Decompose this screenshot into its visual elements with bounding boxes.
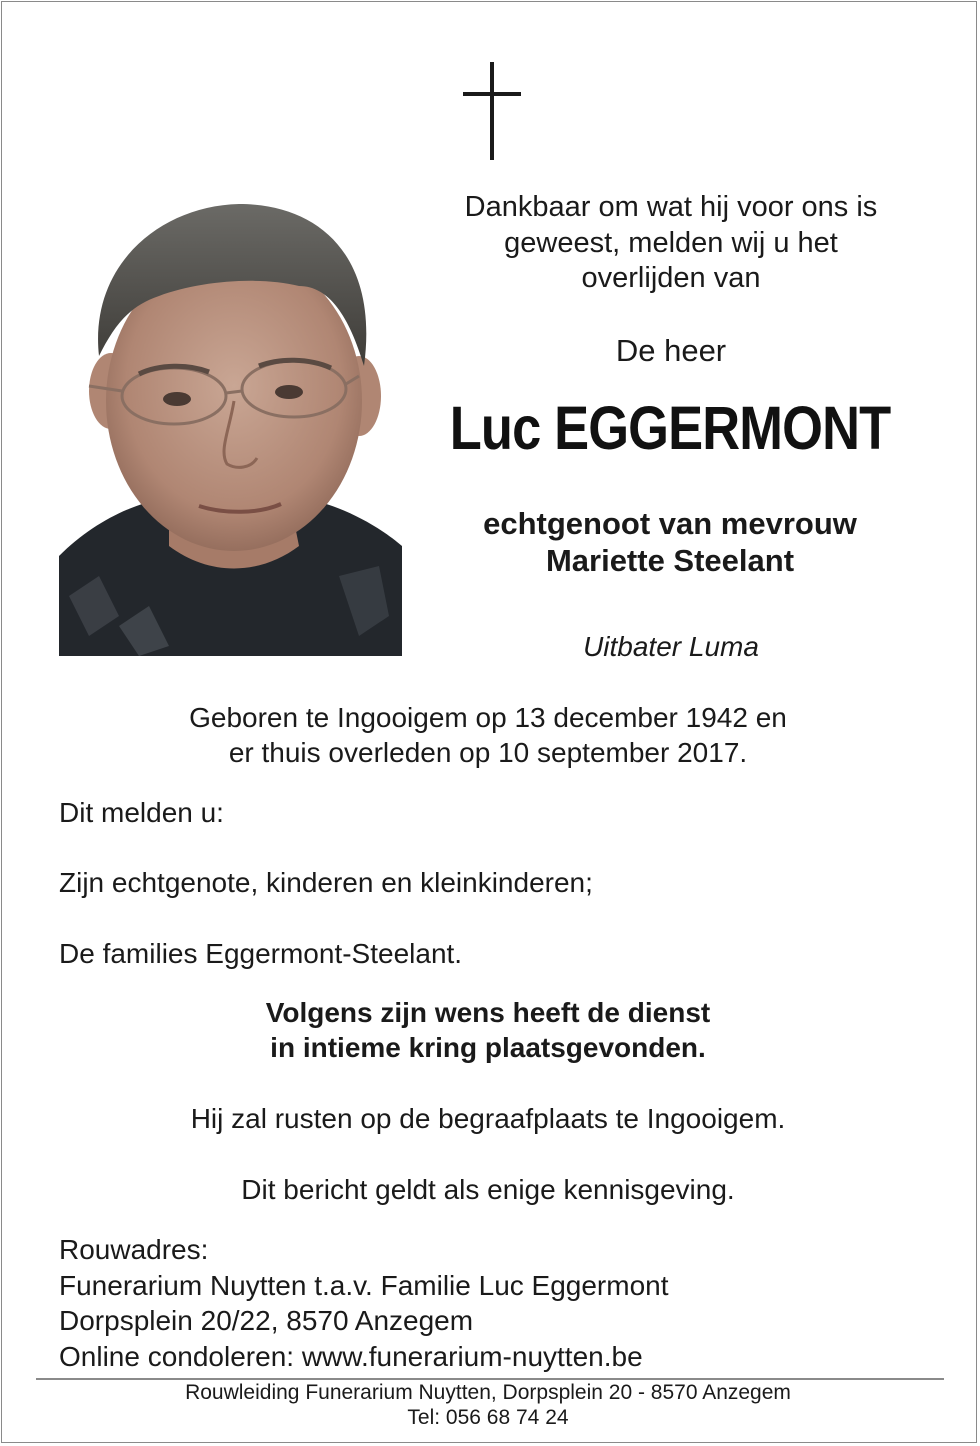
- service-line: Volgens zijn wens heeft de dienst: [265, 997, 711, 1028]
- cross-icon: [463, 62, 521, 160]
- burial-text: Hij zal rusten op de begraafplaats te Ingooigem.: [190, 1103, 786, 1134]
- spouse-line: echtgenoot van mevrouw: [483, 506, 857, 541]
- address-line: Funerarium Nuytten t.a.v. Familie Luc Eggermont: [59, 1269, 669, 1301]
- service-text: [0, 995, 976, 1065]
- spouse-line: Mariette Steelant: [545, 543, 795, 578]
- notice-only-text: Dit bericht geldt als enige kennisgeving.: [241, 1174, 735, 1205]
- announced-by: Dit melden u:: [59, 797, 224, 828]
- intro-line: overlijden van: [581, 262, 761, 294]
- address-line: Dorpsplein 20/22, 8570 Anzegem: [59, 1305, 474, 1336]
- mourning-address: [59, 1232, 669, 1374]
- intro-line: Dankbaar om wat hij voor ons is: [464, 191, 878, 223]
- footer-phone: Tel: 056 68 74 24: [407, 1406, 569, 1429]
- intro-line: geweest, melden wij u het: [504, 226, 838, 259]
- service-line: in intieme kring plaatsgevonden.: [270, 1032, 706, 1063]
- death-line: er thuis overleden op 10 september 2017.: [228, 737, 748, 768]
- honorific: De heer: [615, 333, 727, 368]
- footer: [0, 1380, 976, 1430]
- portrait-photo: [59, 196, 402, 656]
- birth-line: Geboren te Ingooigem op 13 december 1942 en: [189, 702, 787, 733]
- deceased-name: Luc EGGERMONT: [449, 394, 891, 462]
- condolence-link[interactable]: Online condoleren: www.funerarium-nuytten.be: [59, 1340, 643, 1372]
- spouse-text: [420, 505, 920, 579]
- footer-line: Rouwleiding Funerarium Nuytten, Dorpsplein 20 - 8570 Anzegem: [185, 1381, 791, 1404]
- family-line-1: Zijn echtgenote, kinderen en kleinkinderen;: [59, 867, 593, 898]
- address-label: Rouwadres:: [59, 1234, 209, 1265]
- birth-death-text: [0, 700, 976, 770]
- family-line-2: De families Eggermont-Steelant.: [59, 938, 463, 969]
- intro-text: [420, 190, 922, 297]
- occupation: Uitbater Luma: [583, 631, 759, 662]
